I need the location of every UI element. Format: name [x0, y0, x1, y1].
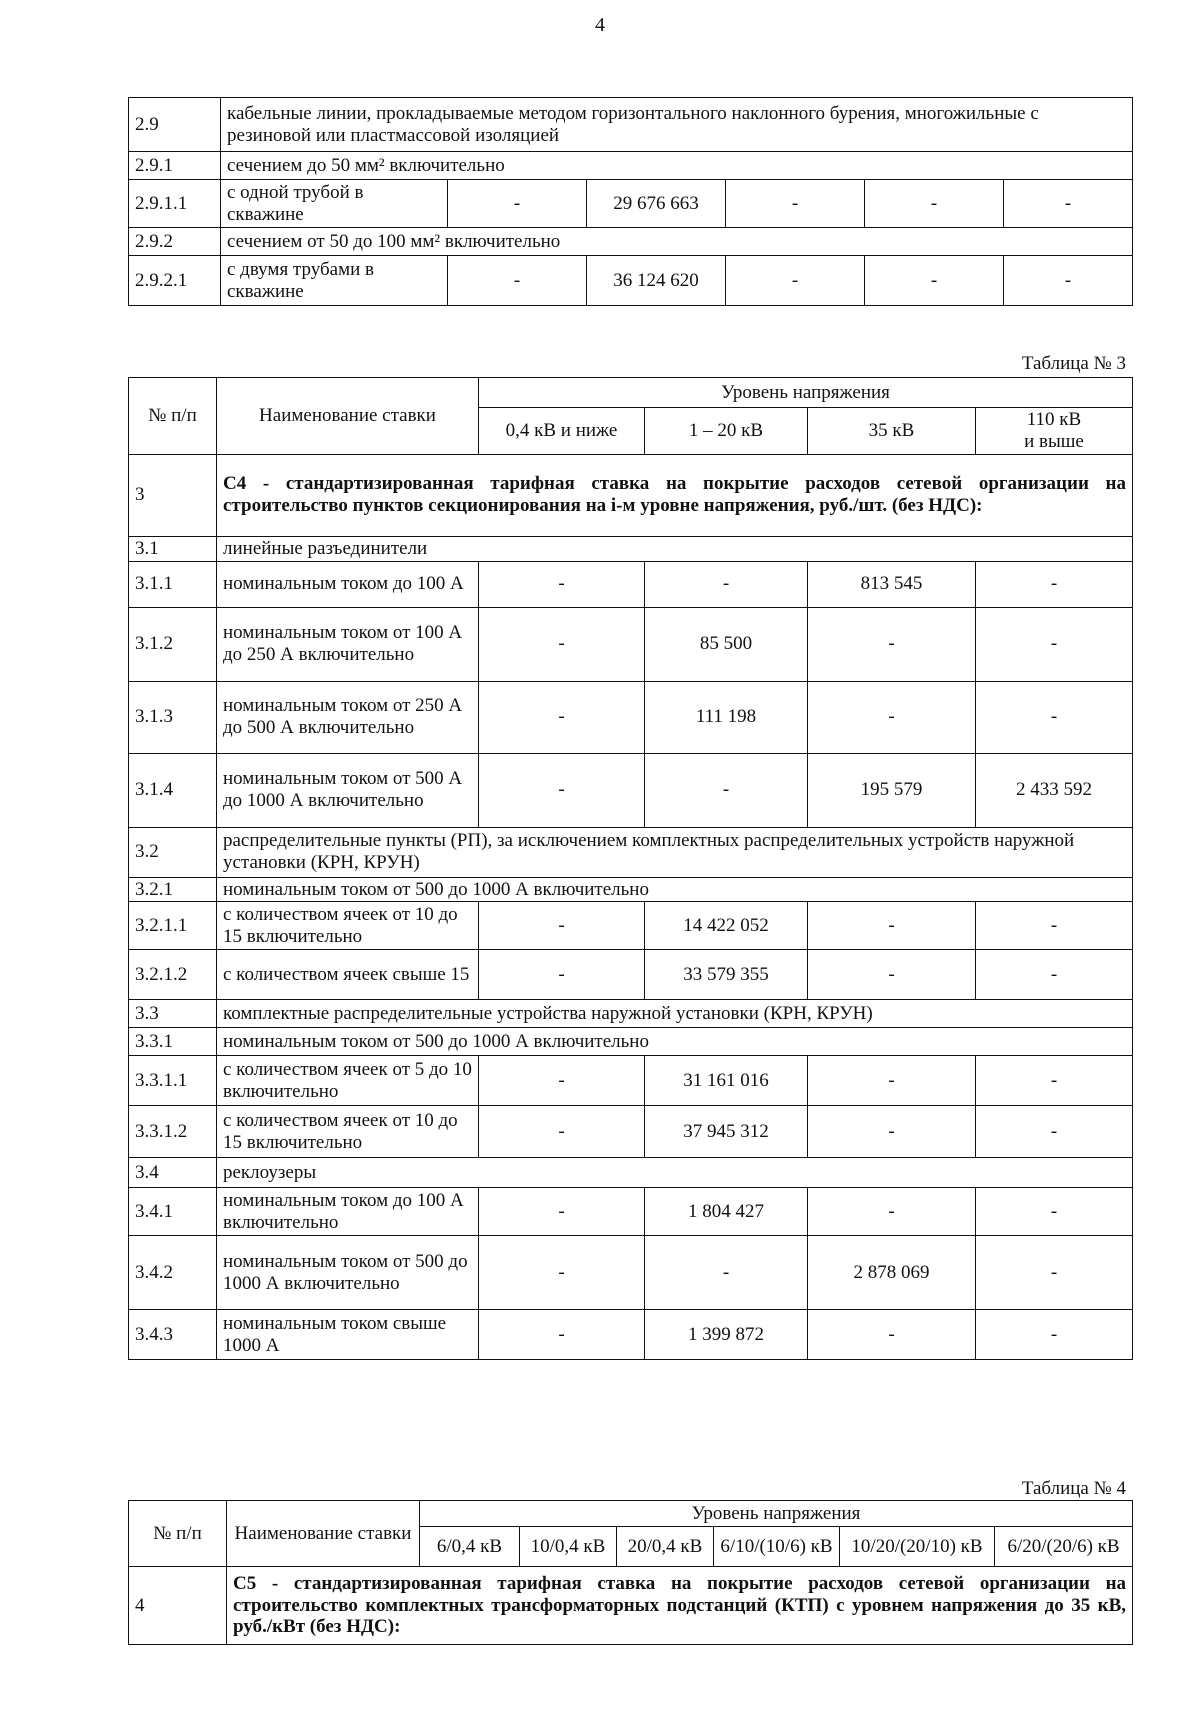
rate-value: -	[976, 1188, 1133, 1236]
rate-value: -	[976, 681, 1133, 753]
rate-value: -	[976, 607, 1133, 681]
rate-value: -	[1004, 256, 1133, 306]
table-row	[129, 1158, 1133, 1188]
rate-value: -	[479, 1188, 645, 1236]
row-number: 3	[129, 454, 217, 536]
rate-value: -	[808, 902, 976, 950]
table-row	[129, 1000, 1133, 1028]
rate-title: С5 - стандартизированная тарифная ставка на покрытие расходов сетевой организации на строительство комплектных трансформаторных подстанций (КТП) с уровнем напряжения до 35 кВ, руб./кВт (без НДС):	[227, 1567, 1133, 1645]
rate-value: 195 579	[808, 753, 976, 827]
row-number: 3.1.2	[129, 607, 217, 681]
row-number: 3.2.1.1	[129, 902, 217, 950]
rate-value: 813 545	[808, 561, 976, 607]
table-row	[129, 1188, 1133, 1236]
table3-header-name: Наименование ставки	[217, 378, 479, 455]
voltage-level-header: 35 кВ	[808, 408, 976, 455]
row-number: 3.2	[129, 827, 217, 877]
row-number: 3.1.4	[129, 753, 217, 827]
rate-value: -	[1004, 180, 1133, 228]
rate-name: номинальным током до 100 А включительно	[217, 1188, 479, 1236]
row-section-text: сечением от 50 до 100 мм² включительно	[221, 228, 1133, 256]
row-number: 3.3.1	[129, 1028, 217, 1056]
row-number: 2.9.1.1	[129, 180, 221, 228]
table-row	[129, 1028, 1133, 1056]
table-row	[129, 1310, 1133, 1360]
rate-value: -	[808, 1310, 976, 1360]
voltage-level-header: 10/0,4 кВ	[520, 1527, 617, 1567]
rate-value: -	[808, 1106, 976, 1158]
rate-value: -	[479, 1310, 645, 1360]
rate-name: номинальным током до 100 А	[217, 561, 479, 607]
rate-name: с количеством ячеек от 10 до 15 включительно	[217, 1106, 479, 1158]
row-section-text: реклоузеры	[217, 1158, 1133, 1188]
table4-header-group: Уровень напряжения	[420, 1501, 1133, 1527]
table4-header-no: № п/п	[129, 1501, 227, 1567]
rate-value: 2 433 592	[976, 753, 1133, 827]
voltage-level-header: 6/20/(20/6) кВ	[995, 1527, 1133, 1567]
rate-value: -	[976, 1106, 1133, 1158]
rate-value: -	[645, 1236, 808, 1310]
rate-value: 2 878 069	[808, 1236, 976, 1310]
rate-name: с одной трубой в скважине	[221, 180, 448, 228]
table4-caption: Таблица № 4	[1021, 1478, 1126, 1499]
rate-value: -	[448, 256, 587, 306]
row-section-text: линейные разъединители	[217, 536, 1133, 561]
rate-name: номинальным током свыше 1000 А	[217, 1310, 479, 1360]
table-row	[129, 536, 1133, 561]
rate-name: с количеством ячеек свыше 15	[217, 950, 479, 1000]
rate-value: -	[976, 1236, 1133, 1310]
rate-value: 36 124 620	[587, 256, 726, 306]
rate-value: 37 945 312	[645, 1106, 808, 1158]
rate-value: -	[479, 1056, 645, 1106]
table-row	[129, 561, 1133, 607]
rate-value: -	[976, 950, 1133, 1000]
rate-value: -	[808, 950, 976, 1000]
row-number: 2.9.2.1	[129, 256, 221, 306]
rate-value: -	[448, 180, 587, 228]
row-number: 2.9.2	[129, 228, 221, 256]
voltage-level-header: 10/20/(20/10) кВ	[840, 1527, 995, 1567]
table-row	[129, 152, 1133, 180]
row-number: 2.9	[129, 98, 221, 152]
rate-value: -	[976, 561, 1133, 607]
voltage-level-header: 20/0,4 кВ	[617, 1527, 714, 1567]
row-number: 3.4.2	[129, 1236, 217, 1310]
row-number: 4	[129, 1567, 227, 1645]
table-row	[129, 877, 1133, 902]
row-section-text: сечением до 50 мм² включительно	[221, 152, 1133, 180]
rate-value: -	[726, 256, 865, 306]
row-number: 3.1	[129, 536, 217, 561]
row-number: 3.3.1.2	[129, 1106, 217, 1158]
rate-value: 29 676 663	[587, 180, 726, 228]
rate-name: номинальным током от 250 А до 500 А включительно	[217, 681, 479, 753]
rate-value: -	[479, 902, 645, 950]
table-row	[129, 1106, 1133, 1158]
rate-value: -	[479, 681, 645, 753]
row-section-text: распределительные пункты (РП), за исключением комплектных распределительных устройств наружной установки (КРН, КРУН)	[217, 827, 1133, 877]
rate-value: -	[976, 1310, 1133, 1360]
rate-value: -	[865, 256, 1004, 306]
table-row	[129, 1056, 1133, 1106]
rate-name: с двумя трубами в скважине	[221, 256, 448, 306]
row-number: 3.4	[129, 1158, 217, 1188]
rate-value: -	[479, 1106, 645, 1158]
table3-caption: Таблица № 3	[1021, 353, 1126, 374]
rate-name: с количеством ячеек от 10 до 15 включительно	[217, 902, 479, 950]
table-row	[129, 1236, 1133, 1310]
table-row	[129, 753, 1133, 827]
row-number: 2.9.1	[129, 152, 221, 180]
rate-value: 1 804 427	[645, 1188, 808, 1236]
row-number: 3.1.1	[129, 561, 217, 607]
table3-header-no: № п/п	[129, 378, 217, 455]
table3-header-group: Уровень напряжения	[479, 378, 1133, 408]
row-number: 3.4.3	[129, 1310, 217, 1360]
row-number: 3.4.1	[129, 1188, 217, 1236]
voltage-level-header: 6/0,4 кВ	[420, 1527, 520, 1567]
row-section-text: номинальным током от 500 до 1000 А включительно	[217, 877, 1133, 902]
rate-value: 111 198	[645, 681, 808, 753]
rate-name: номинальным током от 500 А до 1000 А включительно	[217, 753, 479, 827]
table-row	[129, 950, 1133, 1000]
rate-value: -	[479, 561, 645, 607]
rate-value: 14 422 052	[645, 902, 808, 950]
table-row	[129, 902, 1133, 950]
rate-value: -	[976, 1056, 1133, 1106]
row-section-text: комплектные распределительные устройства наружной установки (КРН, КРУН)	[217, 1000, 1133, 1028]
row-number: 3.2.1.2	[129, 950, 217, 1000]
table-3	[128, 377, 1133, 1360]
rate-value: -	[808, 1056, 976, 1106]
table-row	[129, 607, 1133, 681]
rate-value: 85 500	[645, 607, 808, 681]
rate-name: с количеством ячеек от 5 до 10 включительно	[217, 1056, 479, 1106]
rate-value: -	[808, 681, 976, 753]
table-row	[129, 256, 1133, 306]
rate-value: -	[865, 180, 1004, 228]
rate-value: -	[479, 1236, 645, 1310]
table-4	[128, 1500, 1133, 1645]
page-number: 4	[595, 14, 605, 36]
rate-value: -	[479, 950, 645, 1000]
rate-name: номинальным током от 100 А до 250 А включительно	[217, 607, 479, 681]
rate-value: -	[808, 607, 976, 681]
voltage-level-header: 110 кВ и выше	[976, 408, 1133, 455]
rate-value: 31 161 016	[645, 1056, 808, 1106]
rate-value: -	[479, 753, 645, 827]
rate-value: -	[976, 902, 1133, 950]
table-row	[129, 180, 1133, 228]
rate-value: -	[726, 180, 865, 228]
rate-value: -	[808, 1188, 976, 1236]
table4-header-name: Наименование ставки	[227, 1501, 420, 1567]
voltage-level-header: 0,4 кВ и ниже	[479, 408, 645, 455]
table-continuation	[128, 97, 1133, 306]
table-row	[129, 98, 1133, 152]
table-row	[129, 827, 1133, 877]
rate-title: С4 - стандартизированная тарифная ставка на покрытие расходов сетевой организации на строительство пунктов секционирования на i-м уровне напряжения, руб./шт. (без НДС):	[217, 454, 1133, 536]
table-row	[129, 1567, 1133, 1645]
table-row	[129, 681, 1133, 753]
rate-name: номинальным током от 500 до 1000 А включительно	[217, 1236, 479, 1310]
row-section-text: кабельные линии, прокладываемые методом горизонтального наклонного бурения, многожильные с резиновой или пластмассовой изоляцией	[221, 98, 1133, 152]
rate-value: -	[645, 561, 808, 607]
row-number: 3.3	[129, 1000, 217, 1028]
table-row	[129, 228, 1133, 256]
voltage-level-header: 6/10/(10/6) кВ	[714, 1527, 840, 1567]
row-number: 3.2.1	[129, 877, 217, 902]
table-row	[129, 454, 1133, 536]
rate-value: 33 579 355	[645, 950, 808, 1000]
voltage-level-header: 1 – 20 кВ	[645, 408, 808, 455]
rate-value: -	[645, 753, 808, 827]
row-number: 3.3.1.1	[129, 1056, 217, 1106]
rate-value: -	[479, 607, 645, 681]
row-section-text: номинальным током от 500 до 1000 А включительно	[217, 1028, 1133, 1056]
row-number: 3.1.3	[129, 681, 217, 753]
rate-value: 1 399 872	[645, 1310, 808, 1360]
